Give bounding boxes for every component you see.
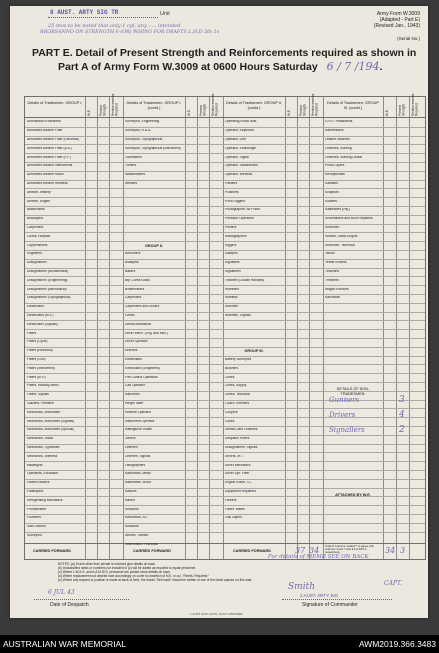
trade-row: Armourers xyxy=(125,252,141,256)
trade-row: G.P.O. Readhands xyxy=(325,120,353,124)
trade-row: Operator, Switchboard xyxy=(225,164,258,168)
trade-row: Fitters' Mates xyxy=(225,507,245,511)
trade-row: Operator, Searchlight xyxy=(225,146,257,150)
trade-row: Coach Trimmers xyxy=(225,402,250,405)
non-tradesmen-label: DETAILS OF NON-TRADESMEN. xyxy=(336,387,370,396)
trade-row: Orderlies, Nursing Dental xyxy=(325,155,363,159)
trade-row: Surveyors, Topographical (Instrument) xyxy=(125,146,181,150)
non-trade-value-3: 2 xyxy=(399,425,405,435)
trade-row: Joiners xyxy=(125,437,136,441)
trade-row: Bty. Comd's Asst. xyxy=(125,278,151,282)
trade-row: Nurses, Trained xyxy=(125,534,149,537)
trade-row: Engine Room, I.C. xyxy=(225,481,252,485)
trade-row: Fire Control Operators xyxy=(125,375,158,379)
title-line-2: Part A of Army Form W.3009 at 0600 Hours Saturday 6 / 7 /194. xyxy=(58,60,383,73)
trade-row: Refrigerating Mechanics xyxy=(27,498,63,502)
trade-row: Wireless xyxy=(225,296,238,300)
trade-row: Surveyors, Topographical xyxy=(125,138,163,141)
non-trade-row-1: Gunners xyxy=(329,396,360,404)
signature-stamp: 2 AUST. ARTY SIG xyxy=(300,593,339,598)
attached-label: ATTACHED BY W.E. xyxy=(335,493,371,497)
col-header-4: Details of Tradesmen. GROUP III. (contd.) xyxy=(327,101,379,110)
trade-row: Linemen xyxy=(125,446,138,449)
trade-row: Clerks xyxy=(225,375,235,379)
non-trade-value-1: 3 xyxy=(399,395,405,405)
col-header-3: Details of Tradesmen. GROUP II. (contd.) xyxy=(225,101,283,110)
trade-row: Printers xyxy=(225,226,237,229)
trade-row: Mechanics, Radio xyxy=(27,437,54,441)
trade-row: Bricklayers xyxy=(27,217,44,221)
trade-row: Farriers xyxy=(225,498,237,502)
document-page xyxy=(10,6,428,618)
trade-row: Assayers xyxy=(125,261,139,265)
trade-row: Electricians (M.V.) xyxy=(27,314,54,317)
trade-row: Orderlies, Nursing xyxy=(325,146,352,150)
total-2: 34 xyxy=(309,546,320,555)
trade-row: Leather Stitchers xyxy=(325,138,350,141)
signature: Smith xyxy=(288,582,315,592)
trade-row: Cooks xyxy=(225,419,235,423)
trade-row: Artificer, Artillery xyxy=(27,190,51,194)
trade-row: Operator, Line xyxy=(225,138,246,141)
sub-header-3-1: W.E. xyxy=(287,109,291,116)
trade-row: Fitters (Gun) xyxy=(27,358,46,361)
trade-row: Operator, Keyboard xyxy=(225,129,254,133)
trade-row: Tailors xyxy=(325,252,335,256)
trade-row: Driver Opr. Fleet xyxy=(225,472,250,476)
trade-row: Millhowille xyxy=(325,296,341,300)
trade-row: Cooks, Hospital xyxy=(27,234,51,238)
trade-row: Gas Operator xyxy=(125,384,145,388)
trade-row: Driver Operator xyxy=(125,340,148,344)
trade-row: Soldiers xyxy=(325,199,337,203)
trade-row: Operating Room Asst. xyxy=(225,120,258,124)
trade-row: Mechanics, Wireless xyxy=(27,454,58,458)
col-header-1: Details of Tradesmen. GROUP I. xyxy=(27,101,83,105)
trade-row: Clerks, Technical xyxy=(225,393,250,397)
trade-row: Signallers xyxy=(225,261,240,265)
trade-row: Dental Mechanics xyxy=(125,322,152,326)
trade-row: Fitters xyxy=(27,331,37,335)
trade-row: Platelayers xyxy=(27,490,44,493)
trade-row: Fitters (M.V.) xyxy=(27,375,46,379)
trade-row: Bakers xyxy=(125,270,136,273)
handwritten-note-2: RRORSANNO ON STRENGTH 6-(OR) WHING FOR DRAFTS L.H.D 5th 1s xyxy=(40,30,220,35)
carried-forward-3: CARRIED FORWARD xyxy=(233,549,271,553)
sub-header-3-3: Reinforcements Required xyxy=(311,93,319,116)
trade-row: Polishers xyxy=(225,190,239,194)
non-trade-row-2: Drivers xyxy=(329,411,356,419)
trade-row: Watchmakers xyxy=(125,173,146,177)
printer-line: 1 AUST GOV. ACTG. GOV'T. PRINTER. xyxy=(190,612,244,616)
trade-row: Surveyors, Engineering xyxy=(125,120,160,124)
trade-row: Wiremen xyxy=(225,305,239,309)
trade-row: Blacksmiths xyxy=(27,208,45,212)
trade-row: Fitters (Cycle) xyxy=(27,340,48,344)
trade-row: Intelligence Duties xyxy=(125,428,152,432)
trade-row: Surveyors, R.A.A. xyxy=(125,129,152,133)
trade-row: Draughtsmen (Mechanical) xyxy=(27,287,67,291)
sub-header-2-2: Present Strength xyxy=(199,103,207,116)
title-line-1: PART E. Detail of Present Strength and Reinforcements required as shown in xyxy=(32,47,417,59)
group-heading: GROUP II. xyxy=(144,243,164,248)
trade-row: Armament Artificer Fitter xyxy=(27,129,63,133)
total-3: 34 xyxy=(385,546,396,555)
trade-row: Driver Mech. (Eng. and Mec.) xyxy=(125,331,169,335)
group-heading: GROUP III. xyxy=(244,349,264,354)
trade-row: Butchers xyxy=(225,366,239,370)
caption-right: AWM2019.366.3483 xyxy=(358,639,436,649)
trade-row: Riggers xyxy=(225,243,237,247)
trade-row: Drivers, M.T. xyxy=(225,454,244,458)
sub-header-4-1: W.E. xyxy=(385,109,389,116)
trade-row: Toolmakers xyxy=(125,155,142,159)
trade-row: Storemen xyxy=(325,226,340,229)
trade-row: Lithographers xyxy=(125,463,146,467)
trade-row: Electricians xyxy=(27,305,44,309)
sub-header-3-2: Present Strength xyxy=(299,103,307,116)
trade-row: Mechanics, Instrument (Signals) xyxy=(27,419,75,423)
trade-row: Draughtsmen, Signals xyxy=(225,446,258,449)
serial-label: (Serial No.) xyxy=(397,36,420,41)
trade-row: Fitters, Signals xyxy=(27,393,49,397)
archive-caption xyxy=(0,635,439,653)
trade-row: Fitters (Instrument) xyxy=(27,366,55,370)
total-4: 3 xyxy=(400,546,406,555)
trade-row: Dental Clerk Orderlies xyxy=(225,428,258,432)
trade-row: Despatch Riders xyxy=(225,437,250,441)
trade-row: Photo Layers xyxy=(325,164,345,168)
sub-header-1-2: Present Strength xyxy=(99,103,107,116)
trade-row: Textile Knitters xyxy=(325,261,347,265)
trade-row: Pond Diggers xyxy=(225,199,245,203)
carried-forward-1: CARRIED FORWARD xyxy=(33,549,71,553)
trade-row: Fitters, Railway Mech. xyxy=(27,384,60,388)
trade-row: Photofinisher xyxy=(27,507,47,511)
sub-header-1-1: W.E. xyxy=(87,109,91,116)
carried-forward-2: CARRIED FORWARD xyxy=(133,549,171,553)
trade-row: Mechanics, Typewriter xyxy=(27,446,60,449)
trade-row: Welders xyxy=(125,182,138,185)
trade-row: Surveyors xyxy=(27,534,42,537)
trade-row: Trimmers xyxy=(325,278,339,282)
capt-note: CAPT. xyxy=(384,580,402,587)
sub-header-4-2: Present Strength xyxy=(398,103,406,116)
trade-row: Armament Artificer Fitter (A.A.) xyxy=(27,146,72,150)
form-name: Army Form W.3009 xyxy=(376,11,420,17)
form-revised: (Revised Jan., 1943) xyxy=(373,23,420,29)
despatch-date-label: Date of Despatch xyxy=(50,602,89,608)
footer-handwritten-note: For details of MEMB SEE ON BACK xyxy=(268,554,369,560)
trade-row: Coppersmiths xyxy=(27,243,48,247)
footer-notes: NOTES.-(a) If rank other than private is involved give details on back. (b) Unclassified ranks or numbers not included in (c) will be added as required to equal personnel. (c) Where L.W.A.S. and A.A.M.W.S. personnel are posted show details on back. (d) Where replacement not desired note accordingly on cover by insertion of N.E. in col. "Reinfs. Required." (e) Where any request or position is made at back of form, the words "See back" should be written in one of the blank spaces on this side. xyxy=(58,562,253,582)
trade-row: Hatchmen xyxy=(125,393,141,397)
trade-row: Electricians xyxy=(125,358,142,361)
trade-row: Wagon Erectors xyxy=(325,287,349,291)
trade-row: Draughtsmen xyxy=(27,261,47,265)
sub-header-1-3: Reinforcements Required xyxy=(111,93,119,116)
trade-row: Signalmen xyxy=(225,270,241,273)
trade-row: Armament Artificer Wireless xyxy=(27,182,68,185)
trade-row: Photographer, Air Photo xyxy=(225,208,261,212)
trade-row: Wiremen, Signals xyxy=(225,314,251,317)
trade-row: Draughtsmen (Engineering) xyxy=(27,278,68,282)
non-trade-value-2: 4 xyxy=(399,410,405,420)
trade-row: Machinists, Metal xyxy=(125,472,151,476)
trade-row: Armament Artificer Fitter (Electrical) xyxy=(27,138,80,141)
trade-row: Carpenters xyxy=(125,296,142,300)
trade-row: Moulders xyxy=(125,507,139,511)
caption-left: AUSTRALIAN WAR MEMORIAL xyxy=(3,639,126,649)
form-reference xyxy=(374,11,420,29)
trade-row: Glaziers, Preditive xyxy=(27,402,54,405)
trade-row: Predictor Operators xyxy=(225,217,254,221)
trade-row: Radiographers xyxy=(225,234,247,238)
trade-row: Plumbers xyxy=(27,516,41,520)
trade-row: Tinsmen (Double Handled) xyxy=(225,278,265,282)
signature-label: Signature of Commander xyxy=(302,602,358,608)
trade-row: Instrument Operator xyxy=(125,419,155,423)
non-trade-row-3: Signallers xyxy=(329,426,365,434)
trade-row: Observation Post Asst. xyxy=(125,542,159,546)
trade-row: Masons xyxy=(125,490,137,493)
form-adapted: (Adapted - Part E) xyxy=(379,17,420,23)
trade-row: Engineers xyxy=(27,252,42,256)
handwritten-note-1: 25 mos to be noted that only 1 cpl, any ..... intended xyxy=(48,23,181,29)
col-header-2: Details of Tradesmen. GROUP I. (contd.) xyxy=(126,101,182,110)
sub-header-2-3: Reinforcements Required xyxy=(211,93,219,116)
trade-row: Pattern Makers xyxy=(27,481,50,485)
trade-row: Hairdressers xyxy=(325,129,344,133)
trade-row: Draughtsmen (Architectural) xyxy=(27,270,69,273)
trade-row: Turners xyxy=(125,164,137,168)
trade-row: Armament Artificer Instruments xyxy=(27,164,73,168)
trade-row: Clerks xyxy=(125,314,135,317)
trade-row: Mechanics, N.T. xyxy=(125,516,149,520)
trade-row: Battery Surveyors xyxy=(225,358,252,361)
trade-row: Electricians (Engineers) xyxy=(125,366,160,370)
trade-row: Fitters (Electrical) xyxy=(27,349,53,353)
trade-row: Stokers, Static Engine xyxy=(325,234,358,238)
trade-row: Equipment Repairers xyxy=(225,490,256,493)
total-1: 37 xyxy=(295,546,306,555)
title-date: 6 / 7 /194 xyxy=(326,60,380,73)
trade-row: Coopers xyxy=(225,410,238,414)
trade-row: Electricians (Signals) xyxy=(27,322,58,326)
trade-row: Moulders xyxy=(125,525,139,529)
total-note: Total of columns marked * to agree with columns 4 and 7 and 14 of Part A respectively. xyxy=(325,544,374,555)
trade-row: Armament Artificer Radio xyxy=(27,173,64,177)
trade-row: Armament Artificer Fitter (F.F.) xyxy=(27,155,71,159)
trade-row: Machinists, Wood xyxy=(125,481,151,485)
trade-row: Receptionists xyxy=(325,173,345,177)
trade-row: Sailmakers (Rly.) xyxy=(325,208,350,212)
strength-table xyxy=(24,93,426,560)
trade-row: Miners xyxy=(125,498,135,502)
trade-row: Hollerith Operator xyxy=(125,410,152,414)
trade-row: Mechanics, Instrument xyxy=(27,410,61,414)
trade-row: Carpenters xyxy=(27,226,44,229)
trade-row: Shoemakers and Boot Repairers xyxy=(325,217,373,221)
trade-row: Clerks, Supply xyxy=(225,384,247,388)
trade-row: Saddlers xyxy=(325,182,339,185)
despatch-date: 6 JUL 43 xyxy=(48,589,75,596)
trade-row: Operators, Excavator xyxy=(27,472,59,476)
trade-row: Linemen, Signals xyxy=(125,454,151,458)
sub-header-2-1: W.E. xyxy=(187,109,191,116)
trade-row: Ammunition Examiners xyxy=(27,120,61,124)
unit-value: 8 AUST. ARTY SIG TR xyxy=(50,9,119,16)
trade-row: Painters xyxy=(225,182,238,185)
trade-row: Operator, Wireless xyxy=(225,173,253,177)
sub-header-4-3: Reinforcements Required xyxy=(411,93,419,116)
trade-row: Storemen, Technical xyxy=(325,243,355,247)
trade-row: Saw Doctors xyxy=(27,525,46,529)
trade-row: Operator, Signal xyxy=(225,155,249,159)
trade-row: Mechanics, Instrument (Special) xyxy=(27,428,75,432)
trade-row: Gas Layers xyxy=(225,516,242,520)
trade-row: Driver Mechanics xyxy=(225,463,251,467)
trade-row: Draughtsmen (Topographical) xyxy=(27,296,71,300)
trade-row: Carpenters and Joiners xyxy=(125,305,160,309)
trade-row: Millwrights xyxy=(27,463,43,467)
trade-row: Height Taker xyxy=(125,402,144,405)
trade-row: Boilermakers xyxy=(125,287,145,291)
unit-label: Unit xyxy=(160,11,170,17)
trade-row: Wheelers xyxy=(225,287,239,291)
trade-row: Drainers xyxy=(125,349,138,353)
trade-row: Sculptors xyxy=(325,190,339,194)
trade-row: Artificer, Engine xyxy=(27,199,51,203)
trade-row: Sawyers xyxy=(225,252,238,256)
trade-row: Tinsmiths xyxy=(325,270,339,273)
